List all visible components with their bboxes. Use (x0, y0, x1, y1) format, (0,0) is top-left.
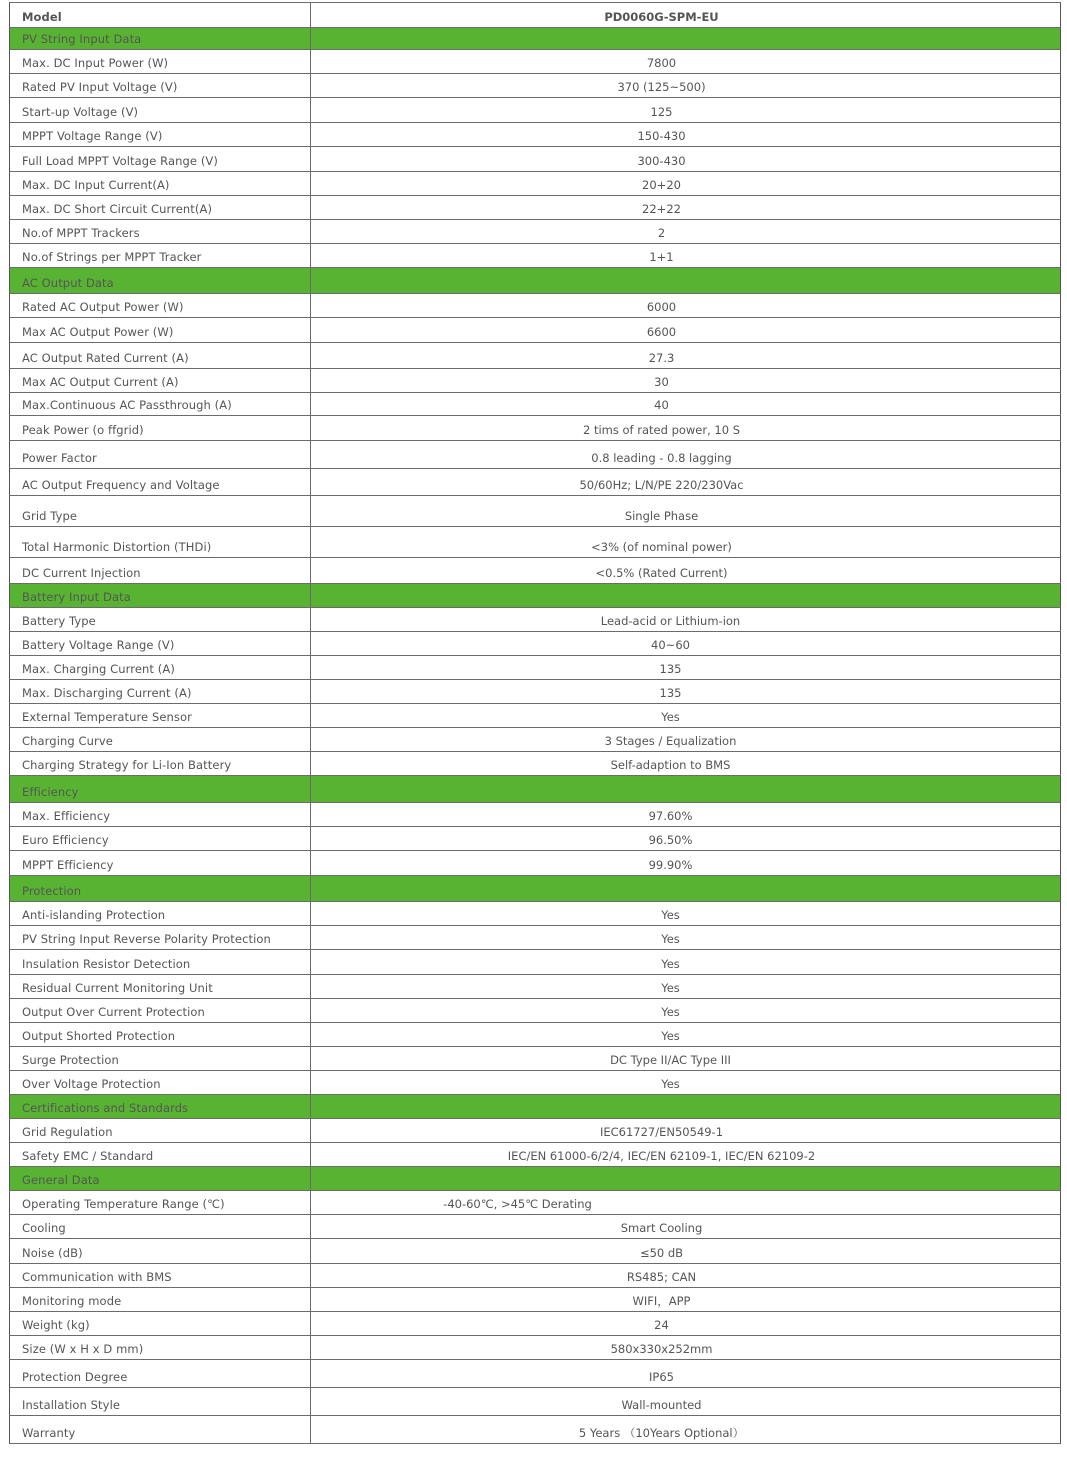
spec-value: Yes (311, 975, 1061, 999)
spec-label: Max AC Output Current (A) (10, 369, 311, 393)
spec-label: Peak Power (o ffgrid) (10, 416, 311, 441)
spec-value: 1+1 (311, 244, 1061, 268)
spec-value: Yes (311, 999, 1061, 1023)
section-header-general-data (10, 1167, 1061, 1191)
spec-label: Max. Discharging Current (A) (10, 680, 311, 704)
spec-label: PV String Input Reverse Polarity Protection (10, 926, 311, 950)
spec-row (10, 343, 1061, 369)
spec-label: DC Current Injection (10, 558, 311, 584)
spec-row (10, 416, 1061, 441)
spec-label: AC Output Rated Current (A) (10, 343, 311, 369)
spec-value: 2 (311, 220, 1061, 244)
spec-row (10, 1143, 1061, 1167)
spec-value: 6600 (311, 318, 1061, 343)
spec-label: Max. DC Short Circuit Current(A) (10, 196, 311, 220)
spec-label: Rated AC Output Power (W) (10, 294, 311, 318)
spec-value: <0.5% (Rated Current) (311, 558, 1061, 584)
spec-row (10, 1215, 1061, 1239)
section-header-fill (311, 28, 1061, 50)
spec-row (10, 1288, 1061, 1312)
spec-value: 300-430 (311, 147, 1061, 172)
section-header-fill (311, 776, 1061, 803)
section-header-efficiency (10, 776, 1061, 803)
spec-row (10, 1023, 1061, 1047)
spec-row (10, 220, 1061, 244)
section-header-ac-output-data (10, 268, 1061, 294)
spec-row (10, 926, 1061, 950)
spec-value: 50/60Hz; L/N/PE 220/230Vac (311, 469, 1061, 496)
spec-row (10, 393, 1061, 416)
spec-value: IEC61727/EN50549-1 (311, 1119, 1061, 1143)
spec-row (10, 74, 1061, 98)
spec-label: Output Shorted Protection (10, 1023, 311, 1047)
spec-row (10, 50, 1061, 74)
section-title: Protection (10, 876, 311, 902)
spec-label: Operating Temperature Range (℃) (10, 1191, 311, 1215)
spec-value: IEC/EN 61000-6/2/4, IEC/EN 62109-1, IEC/EN 62109-2 (311, 1143, 1061, 1167)
spec-row (10, 123, 1061, 147)
spec-label: Output Over Current Protection (10, 999, 311, 1023)
spec-value: Yes (311, 1071, 1061, 1095)
spec-value: 40 (311, 393, 1061, 416)
spec-row (10, 950, 1061, 975)
spec-row (10, 1312, 1061, 1336)
spec-label: Size (W x H x D mm) (10, 1336, 311, 1360)
spec-row (10, 441, 1061, 469)
spec-value: Yes (311, 1023, 1061, 1047)
spec-value: 150-430 (311, 123, 1061, 147)
model-row (10, 3, 1061, 28)
section-header-battery-input-data (10, 584, 1061, 608)
spec-row (10, 827, 1061, 851)
spec-row (10, 1360, 1061, 1388)
spec-label: Safety EMC / Standard (10, 1143, 311, 1167)
spec-row (10, 1336, 1061, 1360)
spec-label: Cooling (10, 1215, 311, 1239)
spec-value: 97.60% (311, 803, 1061, 827)
spec-label: Monitoring mode (10, 1288, 311, 1312)
section-header-certifications-and-standards (10, 1095, 1061, 1119)
spec-label: Max.Continuous AC Passthrough (A) (10, 393, 311, 416)
spec-label: Total Harmonic Distortion (THDi) (10, 527, 311, 558)
spec-label: MPPT Voltage Range (V) (10, 123, 311, 147)
spec-row (10, 147, 1061, 172)
spec-label: Start-up Voltage (V) (10, 98, 311, 123)
spec-row (10, 1191, 1061, 1215)
spec-row (10, 803, 1061, 827)
spec-value: 3 Stages / Equalization (311, 728, 1061, 752)
spec-label: Warranty (10, 1416, 311, 1444)
spec-row (10, 369, 1061, 393)
spec-row (10, 680, 1061, 704)
spec-value: 96.50% (311, 827, 1061, 851)
spec-row (10, 1047, 1061, 1071)
spec-label: Max. Charging Current (A) (10, 656, 311, 680)
spec-row (10, 496, 1061, 527)
section-header-fill (311, 876, 1061, 902)
spec-value: 27.3 (311, 343, 1061, 369)
spec-row (10, 704, 1061, 728)
spec-label: Insulation Resistor Detection (10, 950, 311, 975)
spec-label: Rated PV Input Voltage (V) (10, 74, 311, 98)
spec-label: Charging Strategy for Li-Ion Battery (10, 752, 311, 776)
section-title: Battery Input Data (10, 584, 311, 608)
spec-label: Noise (dB) (10, 1239, 311, 1264)
spec-label: No.of MPPT Trackers (10, 220, 311, 244)
spec-row (10, 172, 1061, 196)
spec-row (10, 469, 1061, 496)
spec-row (10, 851, 1061, 876)
spec-row (10, 527, 1061, 558)
section-title: AC Output Data (10, 268, 311, 294)
section-title: Efficiency (10, 776, 311, 803)
spec-label: Grid Type (10, 496, 311, 527)
section-header-fill (311, 268, 1061, 294)
section-title: General Data (10, 1167, 311, 1191)
spec-label: Installation Style (10, 1388, 311, 1416)
spec-value: 7800 (311, 50, 1061, 74)
spec-value: Yes (311, 950, 1061, 975)
spec-value: 6000 (311, 294, 1061, 318)
spec-label: Euro Efficiency (10, 827, 311, 851)
spec-row (10, 196, 1061, 220)
spec-row (10, 1239, 1061, 1264)
spec-value: 0.8 leading - 0.8 lagging (311, 441, 1061, 469)
spec-row (10, 1416, 1061, 1444)
section-header-protection (10, 876, 1061, 902)
spec-value: Smart Cooling (311, 1215, 1061, 1239)
spec-label: Residual Current Monitoring Unit (10, 975, 311, 999)
spec-value: 135 (311, 656, 1061, 680)
spec-row (10, 558, 1061, 584)
spec-label: Max. Efficiency (10, 803, 311, 827)
spec-label: Over Voltage Protection (10, 1071, 311, 1095)
spec-row (10, 318, 1061, 343)
spec-value: 125 (311, 98, 1061, 123)
spec-label: Anti-islanding Protection (10, 902, 311, 926)
spec-value: 370 (125~500) (311, 74, 1061, 98)
spec-label: Power Factor (10, 441, 311, 469)
section-header-fill (311, 584, 1061, 608)
spec-value: 2 tims of rated power, 10 S (311, 416, 1061, 441)
section-header-fill (311, 1167, 1061, 1191)
spec-value: WIFI，APP (311, 1288, 1061, 1312)
spec-value: 5 Years （10Years Optional） (311, 1416, 1061, 1444)
spec-value: 24 (311, 1312, 1061, 1336)
model-label: Model (10, 3, 311, 28)
spec-value: Single Phase (311, 496, 1061, 527)
spec-row (10, 608, 1061, 632)
section-header-fill (311, 1095, 1061, 1119)
spec-value: Lead-acid or Lithium-ion (311, 608, 1061, 632)
spec-row (10, 728, 1061, 752)
spec-row (10, 999, 1061, 1023)
spec-label: Charging Curve (10, 728, 311, 752)
spec-row (10, 294, 1061, 318)
spec-label: Full Load MPPT Voltage Range (V) (10, 147, 311, 172)
spec-label: Battery Voltage Range (V) (10, 632, 311, 656)
spec-value: 99.90% (311, 851, 1061, 876)
model-value: PD0060G-SPM-EU (311, 3, 1061, 28)
spec-label: Max AC Output Power (W) (10, 318, 311, 343)
spec-row (10, 98, 1061, 123)
spec-value: DC Type II/AC Type III (311, 1047, 1061, 1071)
spec-value: 135 (311, 680, 1061, 704)
spec-label: Communication with BMS (10, 1264, 311, 1288)
section-header-pv-string-input-data (10, 28, 1061, 50)
spec-value: <3% (of nominal power) (311, 527, 1061, 558)
spec-value: 580x330x252mm (311, 1336, 1061, 1360)
spec-row (10, 1071, 1061, 1095)
spec-row (10, 1264, 1061, 1288)
spec-label: Max. DC Input Power (W) (10, 50, 311, 74)
spec-row (10, 244, 1061, 268)
spec-label: AC Output Frequency and Voltage (10, 469, 311, 496)
spec-table (9, 2, 1061, 1444)
spec-row (10, 902, 1061, 926)
spec-label: No.of Strings per MPPT Tracker (10, 244, 311, 268)
spec-row (10, 752, 1061, 776)
spec-value: IP65 (311, 1360, 1061, 1388)
spec-label: Protection Degree (10, 1360, 311, 1388)
spec-value: ≤50 dB (311, 1239, 1061, 1264)
spec-label: Battery Type (10, 608, 311, 632)
spec-label: Grid Regulation (10, 1119, 311, 1143)
spec-value: Yes (311, 926, 1061, 950)
spec-label: Surge Protection (10, 1047, 311, 1071)
spec-label: MPPT Efficiency (10, 851, 311, 876)
spec-row (10, 1119, 1061, 1143)
spec-label: External Temperature Sensor (10, 704, 311, 728)
spec-label: Weight (kg) (10, 1312, 311, 1336)
spec-row (10, 632, 1061, 656)
spec-value: Wall-mounted (311, 1388, 1061, 1416)
spec-value: Yes (311, 704, 1061, 728)
spec-value: 40~60 (311, 632, 1061, 656)
spec-row (10, 656, 1061, 680)
spec-value: 22+22 (311, 196, 1061, 220)
spec-row (10, 1388, 1061, 1416)
spec-value: Yes (311, 902, 1061, 926)
spec-row (10, 975, 1061, 999)
section-title: Certifications and Standards (10, 1095, 311, 1119)
spec-value: Self-adaption to BMS (311, 752, 1061, 776)
spec-value: 30 (311, 369, 1061, 393)
spec-value: -40-60℃, >45℃ Derating (311, 1191, 1061, 1215)
section-title: PV String Input Data (10, 28, 311, 50)
spec-value: RS485; CAN (311, 1264, 1061, 1288)
spec-value: 20+20 (311, 172, 1061, 196)
spec-label: Max. DC Input Current(A) (10, 172, 311, 196)
